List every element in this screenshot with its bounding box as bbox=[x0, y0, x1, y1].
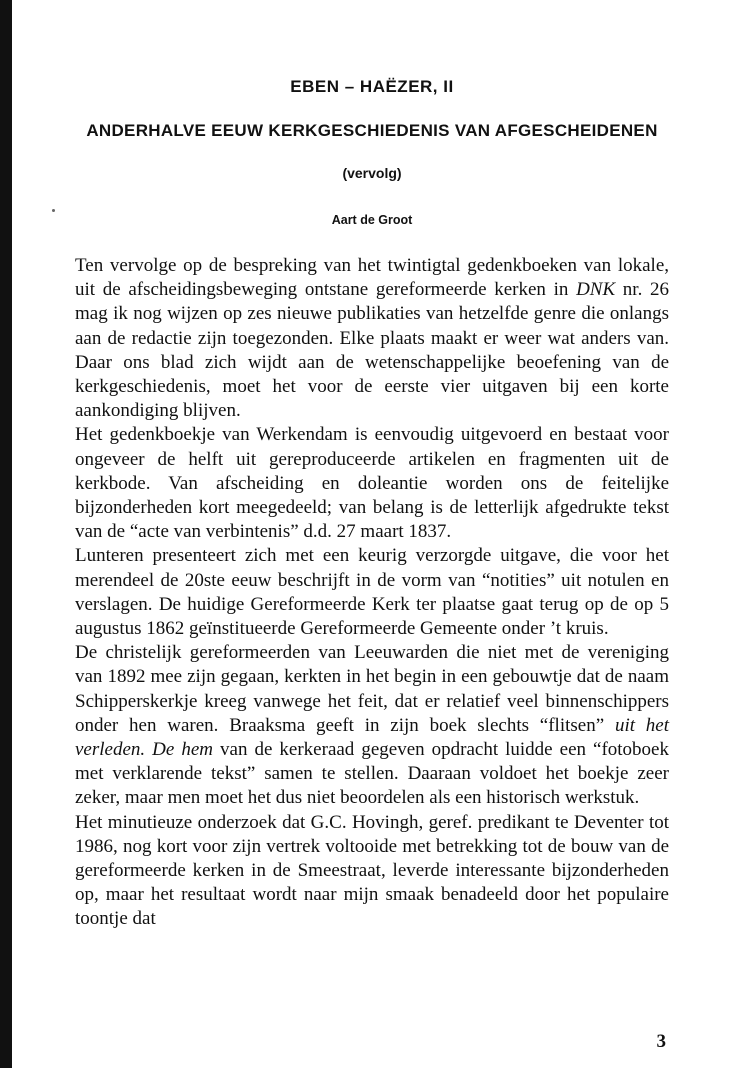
journal-abbreviation: DNK bbox=[576, 279, 616, 301]
author-name: Aart de Groot bbox=[331, 213, 413, 227]
paragraph-text: van de kerkeraad gegeven opdracht luidde een “fotoboek met verklarende tekst” samen te stellen. Daaraan voldoet het boekje zeer zeker, maar men moet het dus niet beoordelen als een historisch werkstuk. bbox=[75, 739, 669, 809]
paragraph-5: Het minutieuze onderzoek dat G.C. Hovingh, geref. predikant te Deventer tot 1986, nog kort voor zijn vertrek voltooide met betrekking tot de bouw van de gereformeerde kerken in de Smeestraat, leverde interessante bijzonderheden op, maar het resultaat wordt naar mijn smaak benadeeld door het populaire toontje dat bbox=[75, 811, 669, 930]
scan-speck bbox=[52, 209, 55, 212]
paragraph-1 bbox=[75, 254, 669, 423]
series-title: EBEN – HAËZER, II bbox=[290, 77, 454, 96]
paragraph-text: De christelijk gereformeerden van Leeuwarden die niet met de vereniging van 1892 mee zijn gegaan, kerkten in het begin in een gebouwtje dat de naam Schipperskerkje kreeg vanwege het feit, dat er relatief veel binnenschippers onder hen waren. Braaksma geeft in zijn boek slechts “flitsen” bbox=[75, 642, 669, 736]
article-title: ANDERHALVE EEUW KERKGESCHIEDENIS VAN AFGESCHEIDENEN bbox=[86, 121, 658, 140]
paragraph-4 bbox=[75, 641, 669, 810]
italic-phrase: uit het verleden. De hem bbox=[75, 714, 669, 761]
paragraph-text: Ten vervolge op de bespreking van het twintigtal gedenkboeken van lokale, uit de afscheidingsbeweging ontstane gereformeerde kerken in bbox=[75, 255, 669, 301]
paragraph-3: Lunteren presenteert zich met een keurig verzorgde uitgave, die voor het merendeel de 20ste eeuw beschrijft in de vorm van “notities” uit notulen en verslagen. De huidige Gereformeerde Kerk ter plaatse gaat terug op de op 5 augustus 1862 geïnstitueerde Gereformeerde Gemeente onder ’t kruis. bbox=[75, 545, 669, 640]
article-subtitle: (vervolg) bbox=[342, 165, 402, 181]
page-edge-shadow bbox=[0, 0, 12, 1068]
page-number: 3 bbox=[656, 1031, 666, 1052]
article-body bbox=[75, 254, 669, 932]
paragraph-2: Het gedenkboekje van Werkendam is eenvoudig uitgevoerd en bestaat voor ongeveer de helft uit gereproduceerde artikelen en fragmenten uit de kerkbode. Van afscheiding en doleantie worden ons de feitelijke bijzonderheden kort meegedeeld; van belang is de letterlijk afgedrukte tekst van de “acte van verbintenis” d.d. 27 maart 1837. bbox=[75, 424, 669, 543]
paragraph-text: nr. 26 mag ik nog wijzen op zes nieuwe publikaties van hetzelfde genre die onlangs aan de redactie zijn toegezonden. Elke plaats maakt er weer wat anders van. Daar ons blad zich wijdt aan de wetenschappelijke beoefening van de kerkgeschiedenis, moet het voor de eerste vier uitgaven bij een korte aankondiging blijven. bbox=[75, 279, 670, 422]
